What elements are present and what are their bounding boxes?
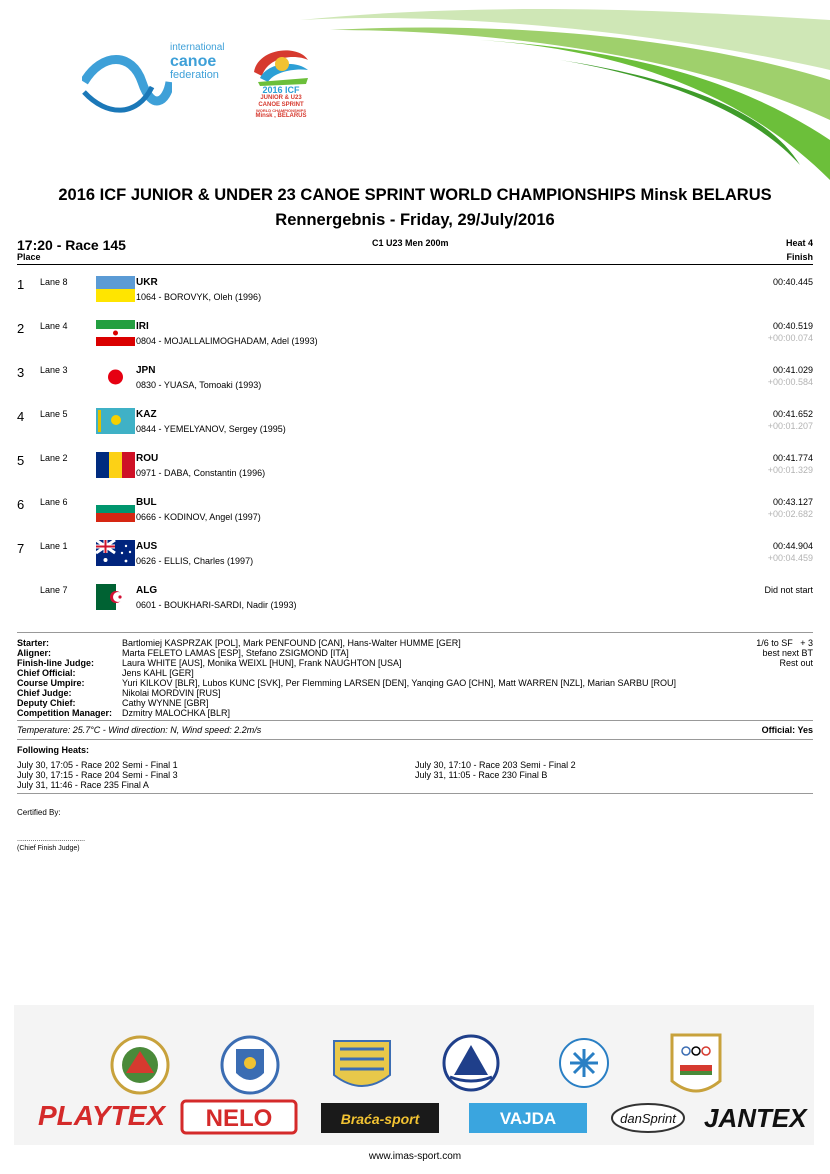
result-time: Did not start (764, 585, 813, 595)
icf-logo-line3: federation (170, 69, 219, 81)
result-nation: IRI (136, 321, 149, 332)
official-label: Competition Manager: (17, 708, 113, 718)
result-lane: Lane 8 (40, 277, 68, 287)
following-heats-right (415, 760, 576, 780)
result-place: 3 (17, 365, 25, 380)
certification-divider (17, 793, 813, 794)
official-value: Nikolai MORDVIN [RUS] (122, 688, 221, 698)
iran-flag-icon (96, 320, 135, 346)
result-lane: Lane 2 (40, 453, 68, 463)
sponsor-vajda-logo (469, 1103, 587, 1133)
result-nation: AUS (136, 541, 158, 552)
result-diff: +00:00.584 (767, 377, 813, 387)
result-lane: Lane 3 (40, 365, 68, 375)
official-label: Starter: (17, 638, 50, 648)
official-value: Jens KAHL [GER] (122, 668, 194, 678)
result-diff: +00:04.459 (767, 553, 813, 563)
result-athlete: 0804 - MOJALLALIMOGHADAM, Adel (1993) (136, 336, 318, 346)
official-value: Yuri KILKOV [BLR], Lubos KUNC [SVK], Per Flemming LARSEN [DEN], Yanqing GAO [CHN], Matt WARREN [NZL], Marian SARBU [ROU] (122, 678, 676, 688)
signature-line: ................................... (17, 836, 86, 843)
following-heat-item: July 30, 17:15 - Race 204 Semi - Final 3 (17, 770, 178, 780)
result-nation: KAZ (136, 409, 157, 420)
result-lane: Lane 1 (40, 541, 68, 551)
sports-committee-emblem-icon (560, 1039, 608, 1087)
following-heat-item: July 31, 11:46 - Race 235 Final A (17, 780, 149, 790)
chief-finish-judge-label: (Chief Finish Judge) (17, 845, 80, 852)
sponsor-nelo-logo (182, 1101, 296, 1133)
event-logo-line4: WORLD CHAMPIONSHIPS (256, 108, 306, 113)
result-row (0, 319, 830, 363)
algeria-flag-icon (96, 584, 135, 610)
result-place: 6 (17, 497, 25, 512)
result-nation: ALG (136, 585, 158, 596)
official-value: Cathy WYNNE [GBR] (122, 698, 209, 708)
weather-conditions: Temperature: 25.7°C - Wind direction: N, Wind speed: 2.2m/s (17, 725, 262, 735)
result-nation: BUL (136, 497, 157, 508)
result-athlete: 0601 - BOUKHARI-SARDI, Nadir (1993) (136, 600, 297, 610)
sponsor-dansprint-logo (612, 1104, 684, 1132)
qualification-line: best next BT (762, 648, 813, 658)
event-logo-line2: JUNIOR & U23 (260, 95, 302, 101)
place-column-header: Place (17, 252, 41, 262)
result-nation: JPN (136, 365, 156, 376)
official-label: Deputy Chief: (17, 698, 76, 708)
document-subtitle: Rennergebnis - Friday, 29/July/2016 (275, 211, 555, 229)
document-title: 2016 ICF JUNIOR & UNDER 23 CANOE SPRINT WORLD CHAMPIONSHIPS Minsk BELARUS (58, 186, 772, 204)
canoe-federation-emblem-icon (444, 1036, 498, 1090)
official-status: Official: Yes (761, 725, 813, 735)
result-athlete: 0830 - YUASA, Tomoaki (1993) (136, 380, 262, 390)
qualification-line: Rest out (779, 658, 813, 668)
result-nation: UKR (136, 277, 158, 288)
result-athlete: 0666 - KODINOV, Angel (1997) (136, 512, 261, 522)
japan-flag-icon (96, 364, 135, 390)
qualification-line: 1/6 to SF + 3 (756, 638, 813, 648)
icf-logo-line1: international (170, 42, 225, 53)
shield-crest-icon (334, 1041, 390, 1086)
result-row (0, 451, 830, 495)
heat-label: Heat 4 (785, 238, 813, 248)
finish-column-header: Finish (786, 252, 813, 262)
certified-by-label: Certified By: (17, 808, 61, 817)
result-athlete: 0626 - ELLIS, Charles (1997) (136, 556, 254, 566)
result-lane: Lane 6 (40, 497, 68, 507)
result-diff: +00:01.207 (767, 421, 813, 431)
result-diff: +00:02.682 (767, 509, 813, 519)
result-time: 00:40.445 (772, 277, 813, 287)
result-place: 7 (17, 541, 25, 556)
sponsor-vajda: VAJDA (499, 1109, 557, 1128)
result-diff: +00:00.074 (767, 333, 813, 343)
official-value: Bartlomiej KASPRZAK [POL], Mark PENFOUND [CAN], Hans-Walter HUMME [GER] (122, 638, 461, 648)
sponsor-jantex: JANTEX (704, 1103, 807, 1133)
event-logo-line5: Minsk , BELARUS (255, 113, 307, 119)
minsk-coat-of-arms-icon (222, 1037, 278, 1093)
officials-divider (17, 632, 813, 633)
event-logo-line1: 2016 ICF (262, 85, 300, 95)
following-heat-item: July 31, 11:05 - Race 230 Final B (415, 770, 548, 780)
result-athlete: 0844 - YEMELYANOV, Sergey (1995) (136, 424, 286, 434)
official-value: Marta FELETO LAMAS [ESP], Stefano ZSIGMOND [ITA] (122, 648, 349, 658)
result-place: 4 (17, 409, 25, 424)
official-label: Finish-line Judge: (17, 658, 95, 668)
official-label: Course Umpire: (17, 678, 85, 688)
sponsor-dansprint: danSprint (620, 1111, 676, 1126)
official-label: Aligner: (17, 648, 52, 658)
result-place: 1 (17, 277, 25, 292)
sponsor-nelo: NELO (205, 1105, 273, 1132)
conditions-divider (17, 720, 813, 721)
sponsor-braca-logo (321, 1103, 439, 1133)
icf-wave-icon (82, 42, 172, 122)
result-time: 00:40.519 (772, 321, 813, 331)
result-athlete: 1064 - BOROVYK, Oleh (1996) (136, 292, 262, 302)
belarus-emblem-icon (112, 1037, 168, 1093)
result-nation: ROU (136, 453, 159, 464)
following-divider (17, 739, 813, 740)
result-place: 2 (17, 321, 25, 336)
result-athlete: 0971 - DABA, Constantin (1996) (136, 468, 266, 478)
following-heat-item: July 30, 17:10 - Race 203 Semi - Final 2 (415, 760, 576, 770)
sponsor-playtex: PLAYTEX (38, 1100, 166, 1131)
following-heats-left (17, 760, 178, 790)
olympic-committee-belarus-icon (672, 1035, 720, 1091)
event-logo-line3: CANOE SPRINT (258, 101, 304, 108)
race-time-number: 17:20 - Race 145 (17, 237, 126, 253)
result-row (0, 363, 830, 407)
qualification-rules (756, 638, 813, 668)
bulgaria-flag-icon (96, 496, 135, 522)
result-lane: Lane 5 (40, 409, 68, 419)
header-divider (17, 264, 813, 265)
result-time: 00:43.127 (772, 497, 813, 507)
following-heats-title: Following Heats: (17, 745, 89, 755)
result-time: 00:44.904 (772, 541, 813, 551)
result-row (0, 275, 830, 319)
result-time: 00:41.029 (772, 365, 813, 375)
event-name: C1 U23 Men 200m (372, 238, 449, 248)
result-time: 00:41.774 (772, 453, 813, 463)
event-emblem-icon (248, 42, 314, 86)
result-lane: Lane 4 (40, 321, 68, 331)
romania-flag-icon (96, 452, 135, 478)
official-value: Laura WHITE [AUS], Monika WEIXL [HUN], Frank NAUGHTON [USA] (122, 658, 402, 668)
ukraine-flag-icon (96, 276, 135, 302)
result-row (0, 495, 830, 539)
kazakhstan-flag-icon (96, 408, 135, 434)
icf-logo (82, 42, 232, 132)
following-heat-item: July 30, 17:05 - Race 202 Semi - Final 1 (17, 760, 178, 770)
australia-flag-icon (96, 540, 135, 566)
official-value: Dzmitry MALOCHKA [BLR] (122, 708, 231, 718)
official-label: Chief Judge: (17, 688, 72, 698)
sponsor-braca: Braća-sport (340, 1111, 420, 1127)
sponsor-logos-band (14, 1005, 814, 1145)
result-row (0, 539, 830, 583)
result-time: 00:41.652 (772, 409, 813, 419)
result-place: 5 (17, 453, 25, 468)
result-diff: +00:01.329 (767, 465, 813, 475)
footer-url[interactable]: www.imas-sport.com (368, 1151, 462, 1162)
icf-logo-line2: canoe (170, 53, 217, 70)
result-row (0, 407, 830, 451)
result-row (0, 583, 830, 627)
result-lane: Lane 7 (40, 585, 68, 595)
official-label: Chief Official: (17, 668, 76, 678)
event-logo (248, 42, 314, 132)
